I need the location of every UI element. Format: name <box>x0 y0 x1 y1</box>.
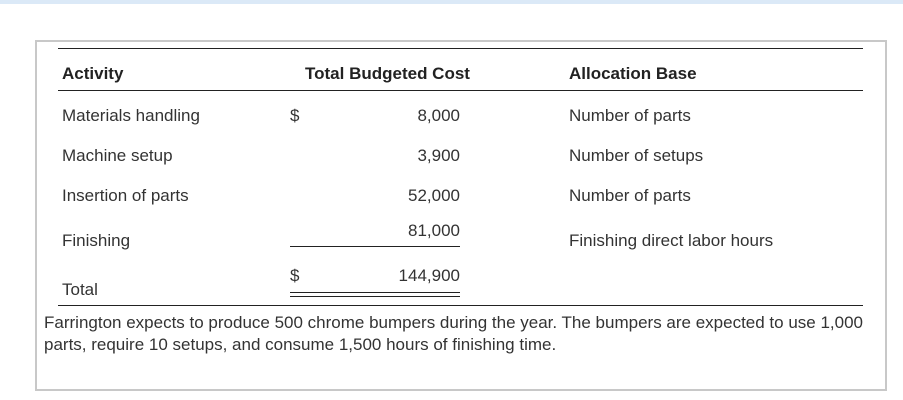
row-cost: 52,000 <box>408 186 460 205</box>
row-activity: Insertion of parts <box>62 186 189 205</box>
row-base: Number of parts <box>569 186 691 205</box>
problem-note: Farrington expects to produce 500 chrome bumpers during the year. The bumpers are expected to use 1,000 parts, require 10 setups, and consume 1,500 hours of finishing time. <box>44 313 864 354</box>
top-accent-strip <box>0 0 903 4</box>
total-currency: $ <box>290 266 300 285</box>
row-cost: 3,900 <box>417 146 460 165</box>
total-label: Total <box>62 280 98 299</box>
row-activity: Materials handling <box>62 106 200 125</box>
header-top-rule <box>58 48 863 49</box>
row-base: Finishing direct labor hours <box>569 231 774 250</box>
row-base: Number of setups <box>569 146 704 165</box>
row-cost: 81,000 <box>408 221 460 240</box>
row-activity: Machine setup <box>62 146 173 165</box>
header-total-budgeted-cost: Total Budgeted Cost <box>305 64 470 83</box>
total-double-rule-top <box>290 292 460 293</box>
row-activity: Finishing <box>62 231 131 250</box>
header-activity: Activity <box>62 64 124 83</box>
subtotal-rule <box>290 246 460 247</box>
table-bottom-rule <box>58 305 863 306</box>
row-base: Number of parts <box>569 106 691 125</box>
header-bottom-rule <box>58 90 863 91</box>
total-double-rule-bottom <box>290 296 460 297</box>
total-cost: 144,900 <box>398 266 460 285</box>
row-currency: $ <box>290 106 300 125</box>
row-cost: 8,000 <box>417 106 460 125</box>
header-allocation-base: Allocation Base <box>569 64 697 83</box>
